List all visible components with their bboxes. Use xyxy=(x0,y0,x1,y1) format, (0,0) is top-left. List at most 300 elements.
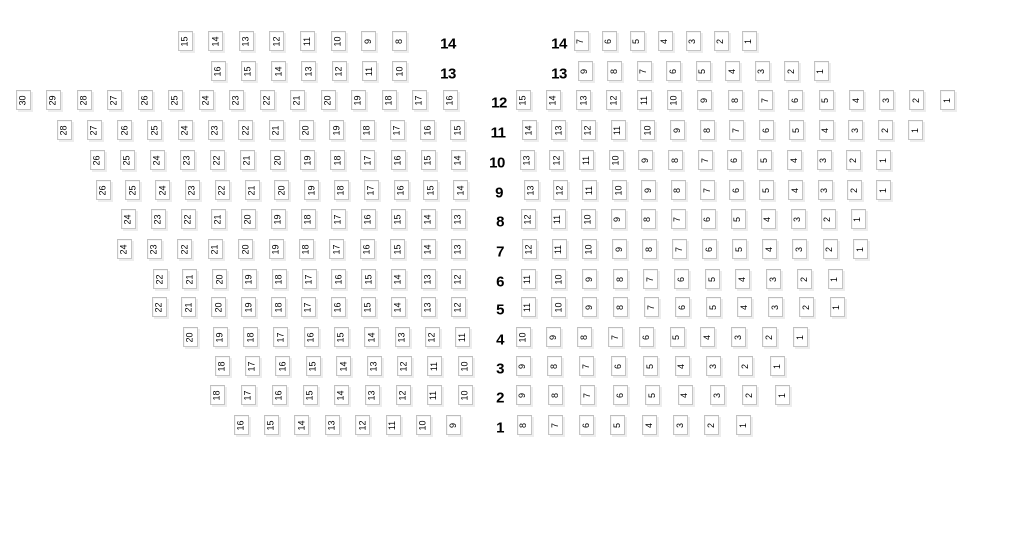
seat-row6-13[interactable] xyxy=(421,269,436,289)
seat-row8-20[interactable] xyxy=(241,209,256,229)
seat-row2-15[interactable] xyxy=(303,385,318,405)
seat-row9-4[interactable] xyxy=(788,180,803,200)
seat-row6-19[interactable] xyxy=(242,269,257,289)
seat-row8-11[interactable] xyxy=(551,209,566,229)
seat-row12-5[interactable] xyxy=(819,90,834,110)
seat-row12-11[interactable] xyxy=(637,90,652,110)
seat-row5-15[interactable] xyxy=(361,297,376,317)
seat-row6-17[interactable] xyxy=(302,269,317,289)
seat-row3-6[interactable] xyxy=(611,356,626,376)
seat-row12-7[interactable] xyxy=(758,90,773,110)
seat-row9-14[interactable] xyxy=(453,180,468,200)
seat-row6-20[interactable] xyxy=(212,269,227,289)
seat-row11-5[interactable] xyxy=(789,120,804,140)
seat-row14-10[interactable] xyxy=(331,31,346,51)
seat-row11-14[interactable] xyxy=(522,120,537,140)
seat-row10-24[interactable] xyxy=(150,150,165,170)
seat-row4-11[interactable] xyxy=(455,327,470,347)
seat-row12-27[interactable] xyxy=(107,90,122,110)
seat-row13-8[interactable] xyxy=(607,61,622,81)
seat-row10-3[interactable] xyxy=(817,150,832,170)
seat-row6-6[interactable] xyxy=(674,269,689,289)
seat-row2-7[interactable] xyxy=(580,385,595,405)
seat-row6-9[interactable] xyxy=(582,269,597,289)
seat-row4-13[interactable] xyxy=(395,327,410,347)
seat-row10-21[interactable] xyxy=(240,150,255,170)
seat-row11-1[interactable] xyxy=(908,120,923,140)
seat-row7-7[interactable] xyxy=(672,239,687,259)
seat-row8-9[interactable] xyxy=(611,209,626,229)
seat-row9-16[interactable] xyxy=(394,180,409,200)
seat-row2-3[interactable] xyxy=(710,385,725,405)
seat-row11-13[interactable] xyxy=(551,120,566,140)
seat-row7-24[interactable] xyxy=(117,239,132,259)
seat-row8-23[interactable] xyxy=(151,209,166,229)
seat-row5-19[interactable] xyxy=(241,297,256,317)
seat-row4-12[interactable] xyxy=(425,327,440,347)
seat-row14-5[interactable] xyxy=(630,31,645,51)
seat-row1-6[interactable] xyxy=(579,415,594,435)
seat-row8-3[interactable] xyxy=(791,209,806,229)
seat-row3-15[interactable] xyxy=(306,356,321,376)
seat-row2-13[interactable] xyxy=(365,385,380,405)
seat-row12-19[interactable] xyxy=(351,90,366,110)
seat-row7-22[interactable] xyxy=(177,239,192,259)
seat-row1-11[interactable] xyxy=(386,415,401,435)
seat-row9-19[interactable] xyxy=(304,180,319,200)
seat-row10-5[interactable] xyxy=(757,150,772,170)
seat-row5-14[interactable] xyxy=(391,297,406,317)
seat-row12-6[interactable] xyxy=(788,90,803,110)
seat-row8-17[interactable] xyxy=(331,209,346,229)
seat-row12-15[interactable] xyxy=(516,90,531,110)
seat-row3-14[interactable] xyxy=(336,356,351,376)
seat-row1-3[interactable] xyxy=(673,415,688,435)
seat-row7-1[interactable] xyxy=(853,239,868,259)
seat-row12-28[interactable] xyxy=(77,90,92,110)
seat-row2-14[interactable] xyxy=(334,385,349,405)
seat-row3-7[interactable] xyxy=(579,356,594,376)
seat-row8-10[interactable] xyxy=(581,209,596,229)
seat-row10-25[interactable] xyxy=(120,150,135,170)
seat-row11-15[interactable] xyxy=(450,120,465,140)
seat-row11-17[interactable] xyxy=(390,120,405,140)
seat-row9-15[interactable] xyxy=(423,180,438,200)
seat-row2-16[interactable] xyxy=(272,385,287,405)
seat-row5-16[interactable] xyxy=(331,297,346,317)
seat-row9-25[interactable] xyxy=(125,180,140,200)
seat-row7-16[interactable] xyxy=(360,239,375,259)
seat-row1-12[interactable] xyxy=(355,415,370,435)
seat-row10-18[interactable] xyxy=(330,150,345,170)
seat-row11-4[interactable] xyxy=(819,120,834,140)
seat-row5-8[interactable] xyxy=(613,297,628,317)
seat-row9-8[interactable] xyxy=(671,180,686,200)
seat-row5-18[interactable] xyxy=(271,297,286,317)
seat-row10-17[interactable] xyxy=(360,150,375,170)
seat-row4-15[interactable] xyxy=(334,327,349,347)
seat-row5-13[interactable] xyxy=(421,297,436,317)
seat-row8-7[interactable] xyxy=(671,209,686,229)
seat-row10-23[interactable] xyxy=(180,150,195,170)
seat-row7-12[interactable] xyxy=(522,239,537,259)
seat-row12-2[interactable] xyxy=(909,90,924,110)
seat-row9-12[interactable] xyxy=(553,180,568,200)
seat-row10-14[interactable] xyxy=(451,150,466,170)
seat-row11-21[interactable] xyxy=(269,120,284,140)
seat-row9-5[interactable] xyxy=(759,180,774,200)
seat-row14-9[interactable] xyxy=(361,31,376,51)
seat-row14-11[interactable] xyxy=(300,31,315,51)
seat-row13-4[interactable] xyxy=(725,61,740,81)
seat-row11-2[interactable] xyxy=(878,120,893,140)
seat-row5-10[interactable] xyxy=(551,297,566,317)
seat-row7-10[interactable] xyxy=(582,239,597,259)
seat-row2-8[interactable] xyxy=(548,385,563,405)
seat-row11-10[interactable] xyxy=(640,120,655,140)
seat-row8-22[interactable] xyxy=(181,209,196,229)
seat-row6-8[interactable] xyxy=(613,269,628,289)
seat-row7-19[interactable] xyxy=(269,239,284,259)
seat-row4-16[interactable] xyxy=(304,327,319,347)
seat-row2-4[interactable] xyxy=(678,385,693,405)
seat-row4-14[interactable] xyxy=(364,327,379,347)
seat-row4-10[interactable] xyxy=(516,327,531,347)
seat-row12-10[interactable] xyxy=(667,90,682,110)
seat-row1-7[interactable] xyxy=(548,415,563,435)
seat-row12-1[interactable] xyxy=(940,90,955,110)
seat-row4-5[interactable] xyxy=(670,327,685,347)
seat-row10-20[interactable] xyxy=(270,150,285,170)
seat-row10-4[interactable] xyxy=(787,150,802,170)
seat-row14-6[interactable] xyxy=(602,31,617,51)
seat-row6-10[interactable] xyxy=(551,269,566,289)
seat-row11-18[interactable] xyxy=(360,120,375,140)
seat-row1-16[interactable] xyxy=(234,415,249,435)
seat-row6-7[interactable] xyxy=(643,269,658,289)
seat-row11-7[interactable] xyxy=(729,120,744,140)
seat-row6-11[interactable] xyxy=(521,269,536,289)
seat-row6-22[interactable] xyxy=(153,269,168,289)
seat-row11-25[interactable] xyxy=(147,120,162,140)
seat-row8-19[interactable] xyxy=(271,209,286,229)
seat-row12-22[interactable] xyxy=(260,90,275,110)
seat-row12-8[interactable] xyxy=(728,90,743,110)
seat-row7-23[interactable] xyxy=(147,239,162,259)
seat-row10-8[interactable] xyxy=(668,150,683,170)
seat-row9-17[interactable] xyxy=(364,180,379,200)
seat-row3-17[interactable] xyxy=(245,356,260,376)
seat-row1-5[interactable] xyxy=(610,415,625,435)
seat-row1-8[interactable] xyxy=(517,415,532,435)
seat-row13-2[interactable] xyxy=(784,61,799,81)
seat-row12-18[interactable] xyxy=(382,90,397,110)
seat-row2-12[interactable] xyxy=(396,385,411,405)
seat-row13-9[interactable] xyxy=(578,61,593,81)
seat-row1-14[interactable] xyxy=(294,415,309,435)
seat-row8-18[interactable] xyxy=(301,209,316,229)
seat-row5-1[interactable] xyxy=(830,297,845,317)
seat-row11-28[interactable] xyxy=(57,120,72,140)
seat-row9-10[interactable] xyxy=(612,180,627,200)
seat-row3-8[interactable] xyxy=(547,356,562,376)
seat-row4-17[interactable] xyxy=(273,327,288,347)
seat-row10-19[interactable] xyxy=(300,150,315,170)
seat-row3-2[interactable] xyxy=(738,356,753,376)
seat-row2-10[interactable] xyxy=(458,385,473,405)
seat-row9-3[interactable] xyxy=(818,180,833,200)
seat-row7-6[interactable] xyxy=(702,239,717,259)
seat-row12-13[interactable] xyxy=(576,90,591,110)
seat-row2-17[interactable] xyxy=(241,385,256,405)
seat-row13-6[interactable] xyxy=(666,61,681,81)
seat-row5-21[interactable] xyxy=(181,297,196,317)
seat-row13-7[interactable] xyxy=(637,61,652,81)
seat-row6-3[interactable] xyxy=(766,269,781,289)
seat-row14-12[interactable] xyxy=(269,31,284,51)
seat-row7-21[interactable] xyxy=(208,239,223,259)
seat-row10-13[interactable] xyxy=(520,150,535,170)
seat-row12-24[interactable] xyxy=(199,90,214,110)
seat-row2-5[interactable] xyxy=(645,385,660,405)
seat-row8-21[interactable] xyxy=(211,209,226,229)
seat-row14-8[interactable] xyxy=(392,31,407,51)
seat-row3-11[interactable] xyxy=(427,356,442,376)
seat-row6-14[interactable] xyxy=(391,269,406,289)
seat-row12-12[interactable] xyxy=(606,90,621,110)
seat-row9-21[interactable] xyxy=(245,180,260,200)
seat-row5-3[interactable] xyxy=(768,297,783,317)
seat-row10-9[interactable] xyxy=(638,150,653,170)
seat-row1-13[interactable] xyxy=(325,415,340,435)
seat-row10-26[interactable] xyxy=(90,150,105,170)
seat-row7-11[interactable] xyxy=(552,239,567,259)
seat-row10-7[interactable] xyxy=(698,150,713,170)
seat-row13-10[interactable] xyxy=(392,61,407,81)
seat-row12-29[interactable] xyxy=(46,90,61,110)
seat-row13-11[interactable] xyxy=(362,61,377,81)
seat-row9-24[interactable] xyxy=(155,180,170,200)
seat-row7-15[interactable] xyxy=(390,239,405,259)
seat-row3-13[interactable] xyxy=(367,356,382,376)
seat-row4-9[interactable] xyxy=(546,327,561,347)
seat-row9-26[interactable] xyxy=(96,180,111,200)
seat-row2-18[interactable] xyxy=(210,385,225,405)
seat-row7-8[interactable] xyxy=(642,239,657,259)
seat-row5-20[interactable] xyxy=(211,297,226,317)
seat-row6-5[interactable] xyxy=(705,269,720,289)
seat-row3-18[interactable] xyxy=(215,356,230,376)
seat-row8-6[interactable] xyxy=(701,209,716,229)
seat-row7-13[interactable] xyxy=(451,239,466,259)
seat-row7-3[interactable] xyxy=(792,239,807,259)
seat-row4-7[interactable] xyxy=(608,327,623,347)
seat-row11-6[interactable] xyxy=(759,120,774,140)
seat-row12-9[interactable] xyxy=(697,90,712,110)
seat-row6-21[interactable] xyxy=(182,269,197,289)
seat-row7-17[interactable] xyxy=(329,239,344,259)
seat-row10-6[interactable] xyxy=(727,150,742,170)
seat-row1-2[interactable] xyxy=(704,415,719,435)
seat-row5-7[interactable] xyxy=(644,297,659,317)
seat-row12-26[interactable] xyxy=(138,90,153,110)
seat-row1-4[interactable] xyxy=(642,415,657,435)
seat-row12-23[interactable] xyxy=(229,90,244,110)
seat-row14-7[interactable] xyxy=(574,31,589,51)
seat-row5-11[interactable] xyxy=(521,297,536,317)
seat-row11-11[interactable] xyxy=(611,120,626,140)
seat-row12-4[interactable] xyxy=(849,90,864,110)
seat-row14-3[interactable] xyxy=(686,31,701,51)
seat-row8-15[interactable] xyxy=(391,209,406,229)
seat-row4-8[interactable] xyxy=(577,327,592,347)
seat-row8-16[interactable] xyxy=(361,209,376,229)
seat-row14-4[interactable] xyxy=(658,31,673,51)
seat-row13-15[interactable] xyxy=(241,61,256,81)
seat-row4-20[interactable] xyxy=(183,327,198,347)
seat-row9-13[interactable] xyxy=(524,180,539,200)
seat-row8-8[interactable] xyxy=(641,209,656,229)
seat-row11-8[interactable] xyxy=(700,120,715,140)
seat-row9-18[interactable] xyxy=(334,180,349,200)
seat-row13-3[interactable] xyxy=(755,61,770,81)
seat-row8-12[interactable] xyxy=(521,209,536,229)
seat-row13-16[interactable] xyxy=(211,61,226,81)
seat-row9-6[interactable] xyxy=(729,180,744,200)
seat-row2-2[interactable] xyxy=(742,385,757,405)
seat-row11-27[interactable] xyxy=(87,120,102,140)
seat-row1-10[interactable] xyxy=(416,415,431,435)
seat-row4-4[interactable] xyxy=(700,327,715,347)
seat-row14-13[interactable] xyxy=(239,31,254,51)
seat-row7-2[interactable] xyxy=(823,239,838,259)
seat-row11-3[interactable] xyxy=(848,120,863,140)
seat-row4-3[interactable] xyxy=(731,327,746,347)
seat-row9-11[interactable] xyxy=(582,180,597,200)
seat-row14-2[interactable] xyxy=(714,31,729,51)
seat-row6-4[interactable] xyxy=(735,269,750,289)
seat-row7-14[interactable] xyxy=(421,239,436,259)
seat-row11-22[interactable] xyxy=(238,120,253,140)
seat-row5-9[interactable] xyxy=(582,297,597,317)
seat-row9-22[interactable] xyxy=(215,180,230,200)
seat-row11-9[interactable] xyxy=(670,120,685,140)
seat-row4-18[interactable] xyxy=(243,327,258,347)
seat-row11-20[interactable] xyxy=(299,120,314,140)
seat-row3-12[interactable] xyxy=(397,356,412,376)
seat-row8-14[interactable] xyxy=(421,209,436,229)
seat-row10-12[interactable] xyxy=(549,150,564,170)
seat-row9-23[interactable] xyxy=(185,180,200,200)
seat-row10-15[interactable] xyxy=(421,150,436,170)
seat-row12-30[interactable] xyxy=(16,90,31,110)
seat-row9-7[interactable] xyxy=(700,180,715,200)
seat-row3-16[interactable] xyxy=(275,356,290,376)
seat-row1-1[interactable] xyxy=(736,415,751,435)
seat-row2-6[interactable] xyxy=(613,385,628,405)
seat-row9-20[interactable] xyxy=(274,180,289,200)
seat-row6-15[interactable] xyxy=(361,269,376,289)
seat-row8-1[interactable] xyxy=(851,209,866,229)
seat-row3-9[interactable] xyxy=(516,356,531,376)
seat-row13-5[interactable] xyxy=(696,61,711,81)
seat-row4-6[interactable] xyxy=(639,327,654,347)
seat-row3-5[interactable] xyxy=(643,356,658,376)
seat-row10-11[interactable] xyxy=(579,150,594,170)
seat-row12-17[interactable] xyxy=(412,90,427,110)
seat-row12-25[interactable] xyxy=(168,90,183,110)
seat-row14-1[interactable] xyxy=(742,31,757,51)
seat-row13-12[interactable] xyxy=(332,61,347,81)
seat-row3-1[interactable] xyxy=(770,356,785,376)
seat-row8-5[interactable] xyxy=(731,209,746,229)
seat-row7-20[interactable] xyxy=(238,239,253,259)
seat-row11-24[interactable] xyxy=(178,120,193,140)
seat-row7-4[interactable] xyxy=(762,239,777,259)
seat-row2-11[interactable] xyxy=(427,385,442,405)
seat-row5-17[interactable] xyxy=(301,297,316,317)
seat-row9-2[interactable] xyxy=(847,180,862,200)
seat-row2-1[interactable] xyxy=(775,385,790,405)
seat-row11-26[interactable] xyxy=(117,120,132,140)
seat-row1-9[interactable] xyxy=(446,415,461,435)
seat-row11-16[interactable] xyxy=(420,120,435,140)
seat-row12-14[interactable] xyxy=(546,90,561,110)
seat-row6-18[interactable] xyxy=(272,269,287,289)
seat-row8-24[interactable] xyxy=(121,209,136,229)
seat-row4-19[interactable] xyxy=(213,327,228,347)
seat-row6-12[interactable] xyxy=(451,269,466,289)
seat-row3-3[interactable] xyxy=(706,356,721,376)
seat-row4-2[interactable] xyxy=(762,327,777,347)
seat-row11-23[interactable] xyxy=(208,120,223,140)
seat-row5-12[interactable] xyxy=(451,297,466,317)
seat-row13-13[interactable] xyxy=(301,61,316,81)
seat-row11-19[interactable] xyxy=(329,120,344,140)
seat-row6-16[interactable] xyxy=(331,269,346,289)
seat-row12-16[interactable] xyxy=(443,90,458,110)
seat-row4-1[interactable] xyxy=(793,327,808,347)
seat-row14-14[interactable] xyxy=(208,31,223,51)
seat-row8-4[interactable] xyxy=(761,209,776,229)
seat-row5-6[interactable] xyxy=(675,297,690,317)
seat-row7-5[interactable] xyxy=(732,239,747,259)
seat-row10-16[interactable] xyxy=(391,150,406,170)
seat-row9-1[interactable] xyxy=(876,180,891,200)
seat-row7-9[interactable] xyxy=(612,239,627,259)
seat-row3-4[interactable] xyxy=(675,356,690,376)
seat-row8-13[interactable] xyxy=(451,209,466,229)
seat-row9-9[interactable] xyxy=(641,180,656,200)
seat-row2-9[interactable] xyxy=(516,385,531,405)
seat-row14-15[interactable] xyxy=(178,31,193,51)
seat-row10-1[interactable] xyxy=(876,150,891,170)
seat-row3-10[interactable] xyxy=(458,356,473,376)
seat-row10-22[interactable] xyxy=(210,150,225,170)
seat-row12-3[interactable] xyxy=(879,90,894,110)
seat-row11-12[interactable] xyxy=(581,120,596,140)
seat-row7-18[interactable] xyxy=(299,239,314,259)
seat-row13-14[interactable] xyxy=(271,61,286,81)
seat-row5-22[interactable] xyxy=(152,297,167,317)
seat-row8-2[interactable] xyxy=(821,209,836,229)
seat-row12-20[interactable] xyxy=(321,90,336,110)
seat-row5-2[interactable] xyxy=(799,297,814,317)
seat-row5-4[interactable] xyxy=(737,297,752,317)
seat-row6-1[interactable] xyxy=(828,269,843,289)
seat-row1-15[interactable] xyxy=(264,415,279,435)
seat-row10-10[interactable] xyxy=(609,150,624,170)
